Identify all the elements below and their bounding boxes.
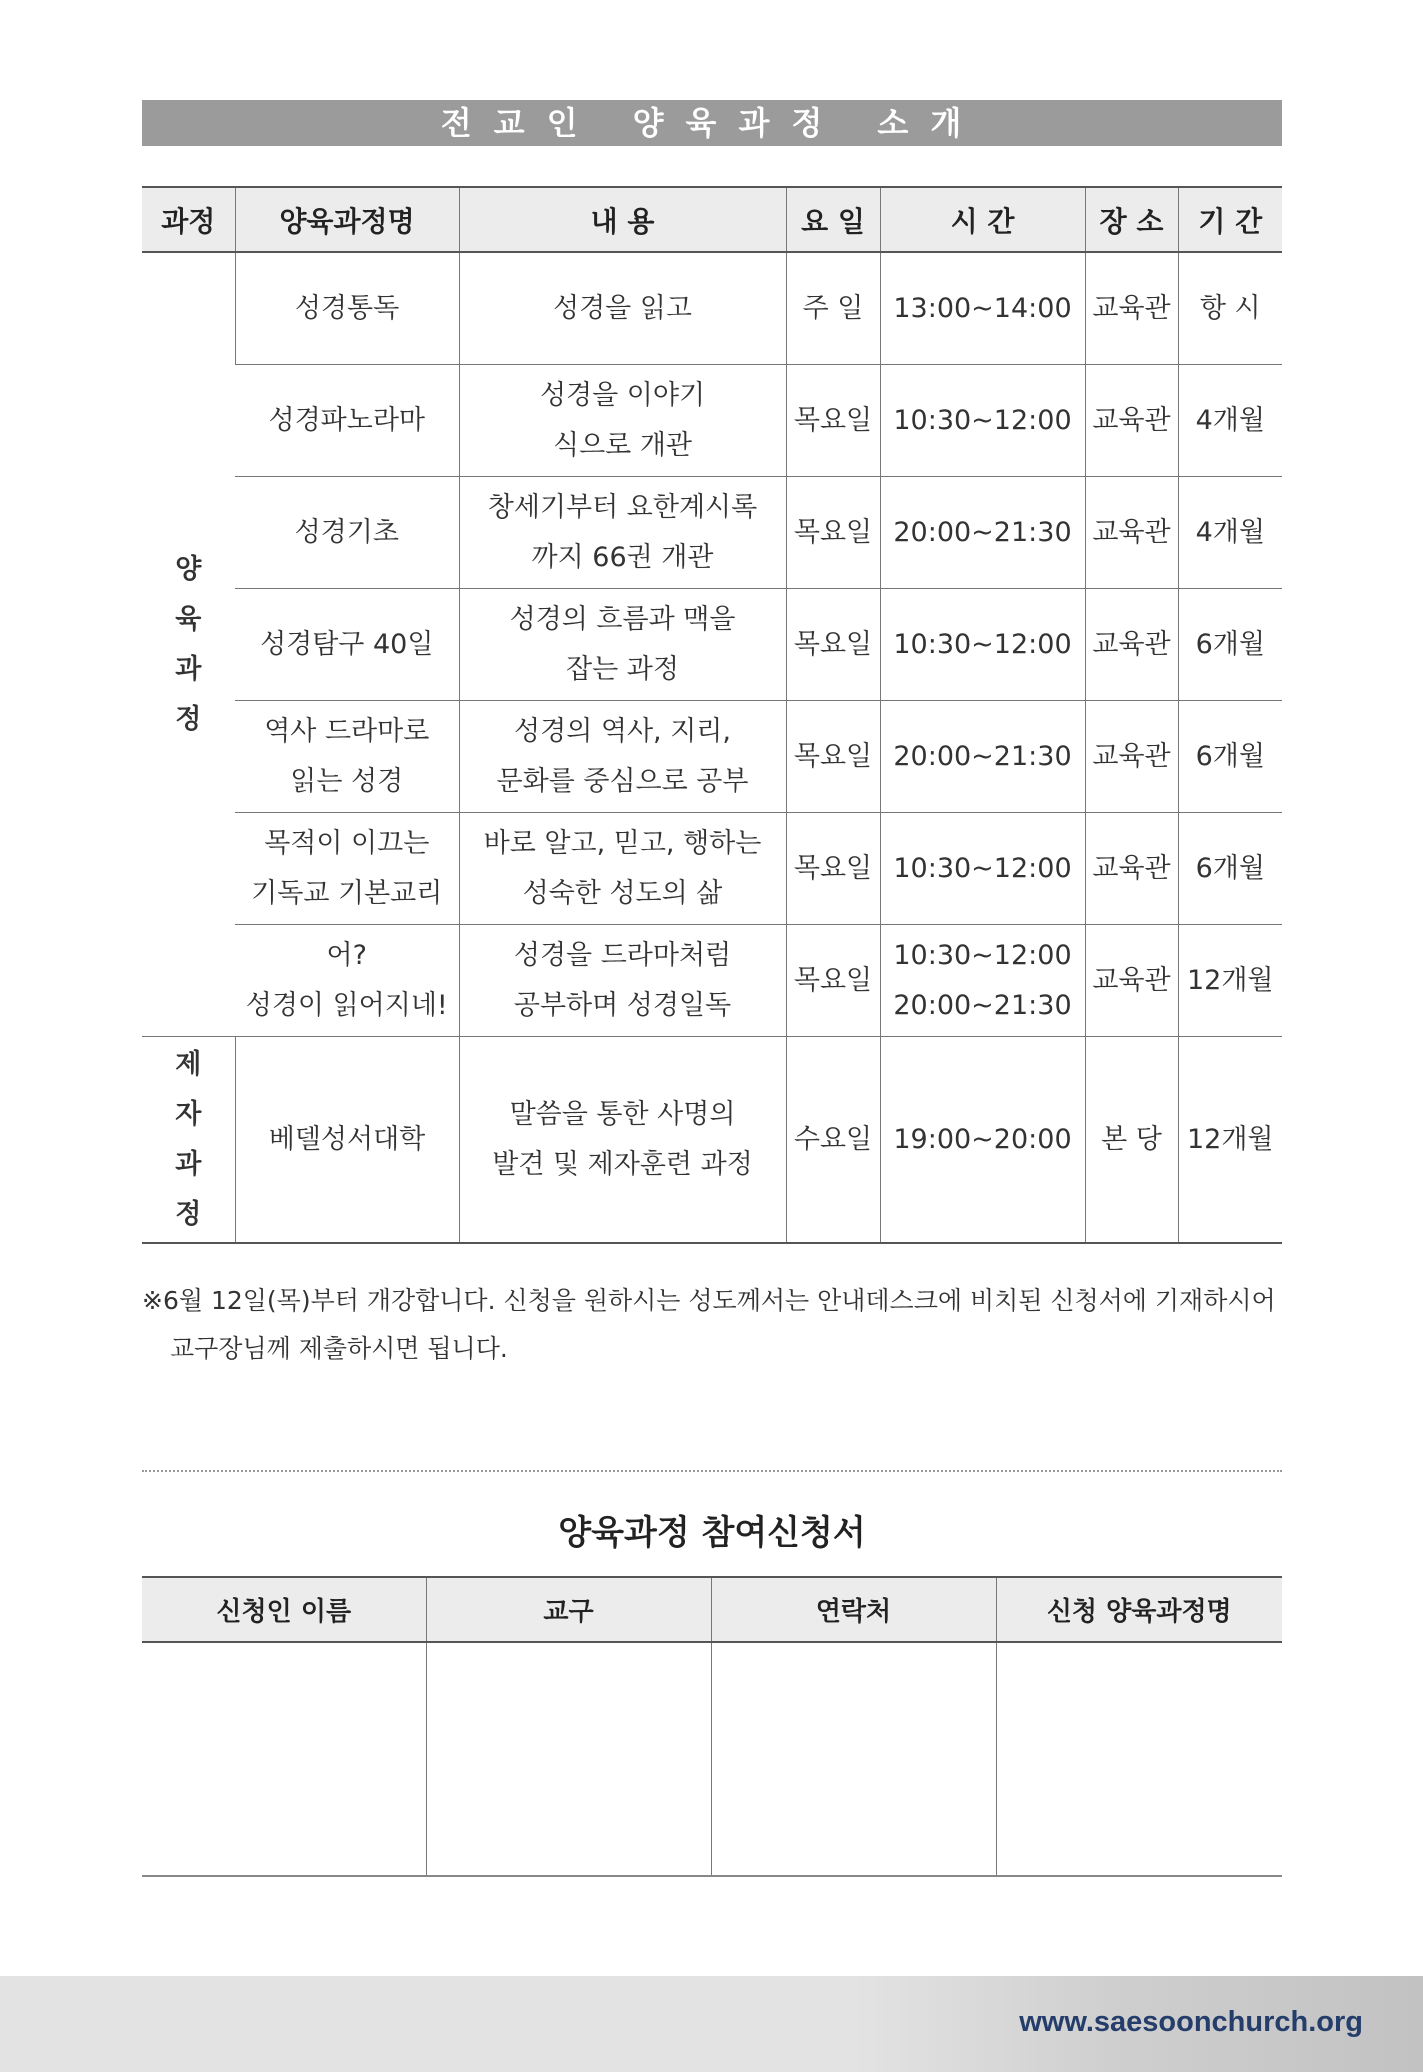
footer-url[interactable]: www.saesoonchurch.org (1019, 2006, 1363, 2038)
course-period: 4개월 (1178, 365, 1282, 477)
course-place: 교육관 (1085, 813, 1178, 925)
course-period: 4개월 (1178, 477, 1282, 589)
course-name: 성경파노라마 (235, 365, 459, 477)
footer-bar (0, 1976, 1423, 2072)
form-header-district: 교구 (426, 1577, 711, 1642)
form-header-contact: 연락처 (711, 1577, 996, 1642)
course-day: 수요일 (786, 1037, 880, 1244)
course-name: 목적이 이끄는 기독교 기본교리 (235, 813, 459, 925)
form-header-name: 신청인 이름 (142, 1577, 426, 1642)
course-time: 13:00~14:00 (880, 252, 1085, 365)
form-title: 양육과정 참여신청서 (558, 1513, 866, 1553)
application-form-table (142, 1576, 1282, 1877)
table-row (142, 1037, 1282, 1244)
course-name: 성경기초 (235, 477, 459, 589)
course-day: 목요일 (786, 477, 880, 589)
course-content: 바로 알고, 믿고, 행하는 성숙한 성도의 삶 (459, 813, 786, 925)
course-content: 성경을 드라마처럼 공부하며 성경일독 (459, 925, 786, 1037)
note-line-1: ※6월 12일(목)부터 개강합니다. 신청을 원하시는 성도께서는 안내데스크에 비치된 신청서에 기재하시어 (142, 1286, 1276, 1315)
table-row (142, 589, 1282, 701)
course-time: 10:30~12:00 (880, 589, 1085, 701)
course-content: 성경의 역사, 지리, 문화를 중심으로 공부 (459, 701, 786, 813)
course-day: 목요일 (786, 701, 880, 813)
courses-header-row (142, 187, 1282, 252)
table-row (142, 925, 1282, 1037)
course-time: 10:30~12:00 20:00~21:30 (880, 925, 1085, 1037)
course-content: 성경의 흐름과 맥을 잡는 과정 (459, 589, 786, 701)
course-name: 성경탐구 40일 (235, 589, 459, 701)
table-row (142, 477, 1282, 589)
registration-note (142, 1277, 1292, 1373)
course-content: 창세기부터 요한계시록 까지 66권 개관 (459, 477, 786, 589)
applicant-name-field[interactable] (142, 1642, 426, 1876)
header-content: 내 용 (459, 187, 786, 252)
table-row (142, 813, 1282, 925)
courses-table (142, 186, 1282, 1244)
course-content: 말씀을 통한 사명의 발견 및 제자훈련 과정 (459, 1037, 786, 1244)
course-name: 성경통독 (235, 252, 459, 365)
course-time: 20:00~21:30 (880, 477, 1085, 589)
course-period: 6개월 (1178, 813, 1282, 925)
form-header-course: 신청 양육과정명 (996, 1577, 1282, 1642)
contact-field[interactable] (711, 1642, 996, 1876)
header-category: 과정 (142, 187, 235, 252)
course-place: 교육관 (1085, 365, 1178, 477)
table-row (142, 701, 1282, 813)
course-day: 주 일 (786, 252, 880, 365)
course-place: 본 당 (1085, 1037, 1178, 1244)
table-row (142, 252, 1282, 365)
course-name: 베델성서대학 (235, 1037, 459, 1244)
course-time: 20:00~21:30 (880, 701, 1085, 813)
header-place: 장 소 (1085, 187, 1178, 252)
course-content: 성경을 이야기 식으로 개관 (459, 365, 786, 477)
course-place: 교육관 (1085, 252, 1178, 365)
course-name: 역사 드라마로 읽는 성경 (235, 701, 459, 813)
course-time: 10:30~12:00 (880, 365, 1085, 477)
district-field[interactable] (426, 1642, 711, 1876)
section-banner: 전교인 양육과정 소개 (142, 100, 1282, 146)
course-period: 12개월 (1178, 925, 1282, 1037)
table-row (142, 365, 1282, 477)
course-time: 10:30~12:00 (880, 813, 1085, 925)
course-place: 교육관 (1085, 477, 1178, 589)
form-header-row (142, 1577, 1282, 1642)
note-line-2: 교구장님께 제출하시면 됩니다. (170, 1334, 508, 1363)
course-day: 목요일 (786, 813, 880, 925)
course-day: 목요일 (786, 589, 880, 701)
course-place: 교육관 (1085, 701, 1178, 813)
course-time: 19:00~20:00 (880, 1037, 1085, 1244)
course-name: 어? 성경이 읽어지네! (235, 925, 459, 1037)
category-label: 제자과정 (175, 1048, 202, 1230)
form-input-row (142, 1642, 1282, 1876)
course-day: 목요일 (786, 925, 880, 1037)
header-day: 요 일 (786, 187, 880, 252)
category-label: 양육과정 (175, 553, 202, 735)
category-cell-nurture (142, 252, 235, 1037)
course-period: 항 시 (1178, 252, 1282, 365)
course-name-field[interactable] (996, 1642, 1282, 1876)
header-time: 시 간 (880, 187, 1085, 252)
course-period: 12개월 (1178, 1037, 1282, 1244)
course-place: 교육관 (1085, 925, 1178, 1037)
cut-line-divider (142, 1470, 1282, 1472)
category-cell-discipleship (142, 1037, 235, 1244)
course-day: 목요일 (786, 365, 880, 477)
course-period: 6개월 (1178, 589, 1282, 701)
course-period: 6개월 (1178, 701, 1282, 813)
course-place: 교육관 (1085, 589, 1178, 701)
header-course-name: 양육과정명 (235, 187, 459, 252)
header-period: 기 간 (1178, 187, 1282, 252)
course-content: 성경을 읽고 (459, 252, 786, 365)
